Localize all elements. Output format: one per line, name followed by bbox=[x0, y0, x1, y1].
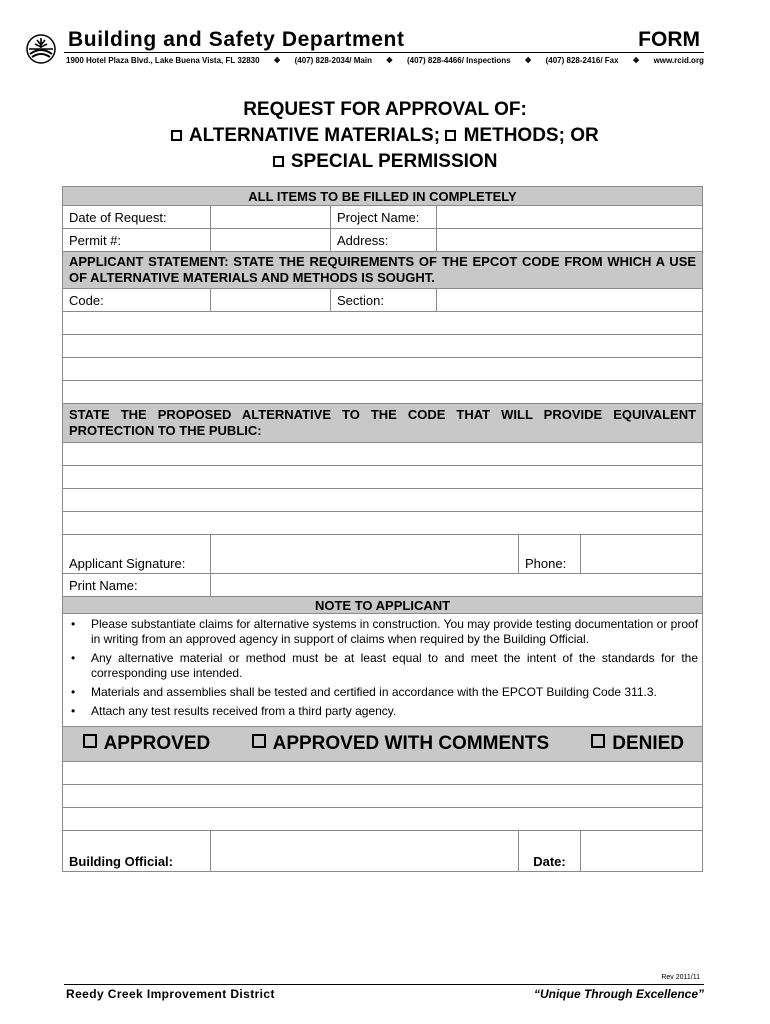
print-name-label: Print Name: bbox=[63, 574, 211, 597]
approved-with-comments-label: APPROVED WITH COMMENTS bbox=[272, 733, 550, 754]
option-methods: METHODS; OR bbox=[463, 125, 599, 146]
proposed-alternative-line[interactable] bbox=[63, 512, 703, 535]
checkbox-methods[interactable] bbox=[445, 130, 456, 141]
comments-line[interactable] bbox=[63, 808, 703, 831]
phone-field[interactable] bbox=[581, 535, 703, 574]
checkbox-alternative-materials[interactable] bbox=[171, 130, 182, 141]
motto: “Unique Through Excellence” bbox=[533, 987, 704, 1001]
approved-option bbox=[83, 733, 210, 755]
comments-line[interactable] bbox=[63, 785, 703, 808]
separator-icon: ❖ bbox=[273, 56, 281, 65]
official-date-field[interactable] bbox=[581, 831, 703, 872]
separator-icon: ❖ bbox=[524, 56, 532, 65]
note-item: • Materials and assemblies shall be tested and certified in accordance with the EPCOT Building Code 311.3. bbox=[69, 685, 698, 700]
department-title: Building and Safety Department bbox=[68, 28, 405, 51]
code-requirements-line[interactable] bbox=[63, 312, 703, 335]
code-label: Code: bbox=[63, 289, 211, 312]
form-label: FORM bbox=[638, 28, 700, 51]
notes-list bbox=[63, 614, 702, 726]
fill-completely-header: ALL ITEMS TO BE FILLED IN COMPLETELY bbox=[63, 187, 703, 206]
organization-name: Reedy Creek Improvement District bbox=[66, 987, 275, 1001]
address-line bbox=[66, 56, 704, 65]
address-inspections-phone: (407) 828-4466/ Inspections bbox=[406, 56, 511, 65]
date-of-request-label: Date of Request: bbox=[63, 206, 211, 229]
option-alternative-materials: ALTERNATIVE MATERIALS; bbox=[188, 125, 441, 146]
code-requirements-line[interactable] bbox=[63, 358, 703, 381]
project-name-field[interactable] bbox=[437, 206, 703, 229]
date-of-request-field[interactable] bbox=[211, 206, 331, 229]
applicant-signature-field[interactable] bbox=[211, 535, 519, 574]
footer-rule bbox=[64, 984, 704, 985]
section-field[interactable] bbox=[437, 289, 703, 312]
checkbox-special-permission[interactable] bbox=[273, 156, 284, 167]
notes-cell bbox=[63, 614, 703, 727]
address-street: 1900 Hotel Plaza Blvd., Lake Buena Vista, FL 32830 bbox=[66, 56, 260, 65]
checkbox-approved-with-comments[interactable] bbox=[252, 734, 266, 748]
form-title bbox=[0, 97, 770, 175]
decision-options bbox=[63, 733, 702, 755]
official-date-label: Date: bbox=[519, 831, 581, 872]
section-label: Section: bbox=[331, 289, 437, 312]
code-requirements-line[interactable] bbox=[63, 381, 703, 404]
note-item: • Any alternative material or method must be at least equal to and meet the intent of the standards for the corresponding use intended. bbox=[69, 651, 698, 681]
checkbox-approved[interactable] bbox=[83, 734, 97, 748]
proposed-alternative-line[interactable] bbox=[63, 443, 703, 466]
request-form-table bbox=[62, 186, 703, 872]
note-item: • Please substantiate claims for alternative systems in construction. You may provide testing documentation or proof in writing from an approved agency in support of claims when required by the Building Official. bbox=[69, 617, 698, 647]
denied-label: DENIED bbox=[612, 733, 685, 754]
print-name-field[interactable] bbox=[211, 574, 703, 597]
comments-line[interactable] bbox=[63, 762, 703, 785]
note-item: • Attach any test results received from a third party agency. bbox=[69, 704, 698, 719]
address-fax: (407) 828-2416/ Fax bbox=[545, 56, 619, 65]
header-rule bbox=[64, 52, 704, 53]
option-special-permission: SPECIAL PERMISSION bbox=[290, 151, 498, 172]
building-official-label: Building Official: bbox=[63, 831, 211, 872]
applicant-signature-label: Applicant Signature: bbox=[63, 535, 211, 574]
decision-row bbox=[63, 727, 703, 762]
checkbox-denied[interactable] bbox=[591, 734, 605, 748]
project-name-label: Project Name: bbox=[331, 206, 437, 229]
phone-label: Phone: bbox=[519, 535, 581, 574]
approved-with-comments-option bbox=[252, 733, 549, 755]
separator-icon: ❖ bbox=[632, 56, 640, 65]
denied-option bbox=[591, 733, 684, 755]
proposed-alternative-line[interactable] bbox=[63, 489, 703, 512]
code-field[interactable] bbox=[211, 289, 331, 312]
proposed-alternative-header: STATE THE PROPOSED ALTERNATIVE TO THE CODE THAT WILL PROVIDE EQUIVALENT PROTECTION TO THE PUBLIC: bbox=[63, 404, 703, 443]
proposed-alternative-line[interactable] bbox=[63, 466, 703, 489]
permit-number-field[interactable] bbox=[211, 229, 331, 252]
title-line-2 bbox=[0, 123, 770, 149]
address-field[interactable] bbox=[437, 229, 703, 252]
permit-number-label: Permit #: bbox=[63, 229, 211, 252]
separator-icon: ❖ bbox=[385, 56, 394, 65]
building-official-field[interactable] bbox=[211, 831, 519, 872]
note-to-applicant-header: NOTE TO APPLICANT bbox=[63, 597, 703, 614]
address-main-phone: (407) 828-2034/ Main bbox=[294, 56, 372, 65]
address-label: Address: bbox=[331, 229, 437, 252]
title-line-3 bbox=[0, 149, 770, 175]
applicant-statement-header: APPLICANT STATEMENT: STATE THE REQUIREMENTS OF THE EPCOT CODE FROM WHICH A USE OF ALTERNATIVE MATERIALS AND METHODS IS SOUGHT. bbox=[63, 252, 703, 289]
title-line-1: REQUEST FOR APPROVAL OF: bbox=[243, 99, 527, 120]
revision-label: Rev 2011/11 bbox=[661, 974, 700, 981]
approved-label: APPROVED bbox=[103, 733, 211, 754]
rcid-seal-icon bbox=[26, 34, 56, 64]
address-website[interactable]: www.rcid.org bbox=[653, 56, 704, 65]
code-requirements-line[interactable] bbox=[63, 335, 703, 358]
